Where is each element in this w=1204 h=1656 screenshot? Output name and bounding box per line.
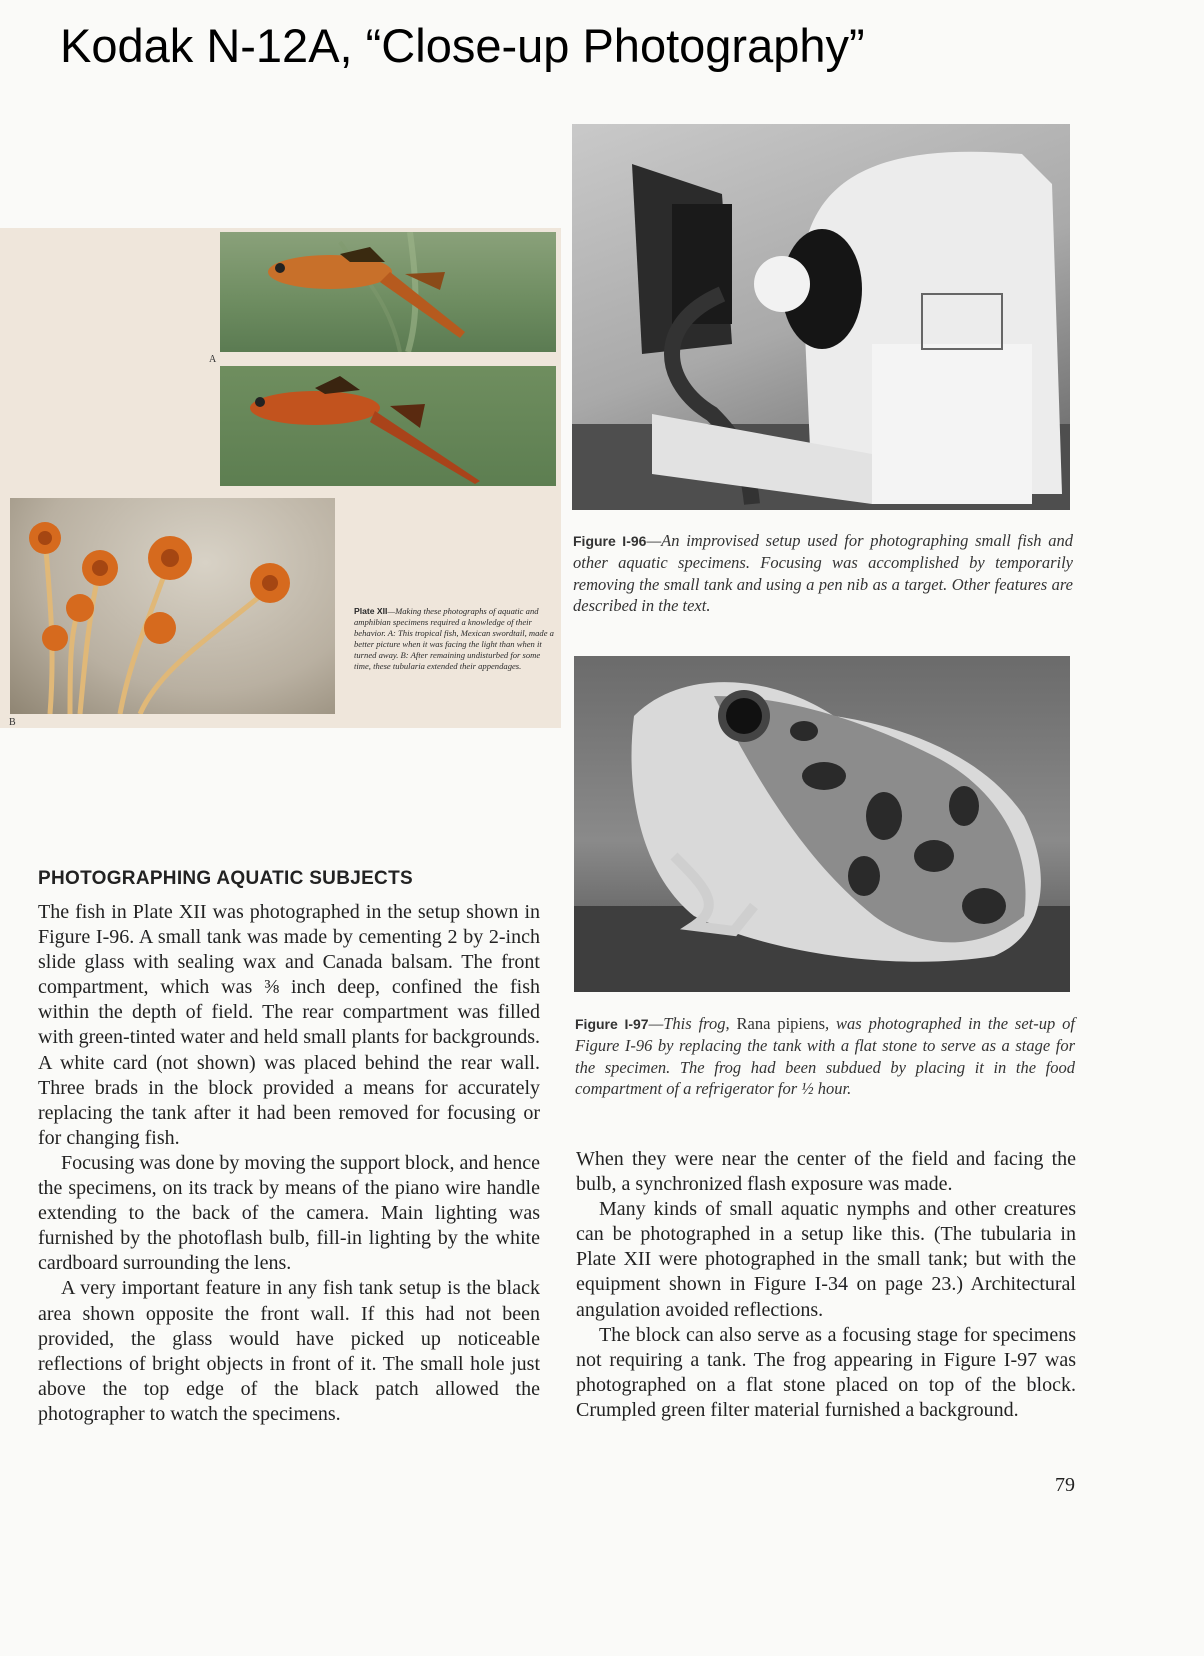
page-title: Kodak N-12A, “Close-up Photography” [60, 19, 865, 72]
tubularia-photo [10, 498, 335, 714]
plate-caption [354, 606, 558, 672]
body-paragraph: The fish in Plate XII was photographed in the setup shown in Figure I-96. A small tank was made by cementing 2 by 2-inch slide glass with sealing wax and Canada balsam. The front compartment, which was ⅜ inch deep, confined the fish within the depth of field. The rear compartment was filled with green-tinted water and held small plants for backgrounds. A white card (not shown) was placed behind the rear wall. Three brads in the block provided a means for accurately replacing the tank after it had been removed for focusing or for changing fish. [38, 901, 540, 1149]
figure-i97-label: Figure I-97 [575, 1016, 649, 1032]
body-paragraph: A very important feature in any fish tank setup is the black area shown opposite the front wall. If this had not been provided, the glass would have picked up noticeable reflections of bright objects in front of it. The small hole just above the top edge of the black patch allowed the photographer to watch the specimens. [38, 1277, 540, 1425]
figure-i96-caption-text: —An improvised setup used for photographing small fish and other aquatic specimens. Focusing was accomplished by temporarily removing the small tank and using a pen nib as a target. Other features are described in the text. [573, 531, 1073, 615]
swordtail-photo-a [220, 232, 556, 352]
body-paragraph: Many kinds of small aquatic nymphs and other creatures can be photographed in a setup like this. (The tubularia in Plate XII were photographed in the small tank; but with the equipment shown in Figure I-34 on page 23.) Architectural angulation avoided reflections. [576, 1198, 1076, 1321]
figure-i97-caption [575, 1013, 1075, 1099]
figure-i96-label: Figure I-96 [573, 533, 647, 549]
plate-label-b: B [9, 717, 16, 728]
color-plate [0, 228, 561, 728]
right-column-text [576, 1147, 1076, 1423]
plate-caption-text: —Making these photographs of aquatic and amphibian specimens required a knowledge of their behavior. A: This tropical fish, Mexican swordtail, made a better picture when it was facing the light than when it turned away. B: After remaining undisturbed for some time, these tubularia extended their appendages. [354, 606, 554, 671]
figure-i97-caption-text-a: —This frog, [648, 1014, 737, 1033]
figure-i97-caption-text-b: , was photographed in the set-up of Figure I-96 by replacing the tank with a flat stone to serve as a stage for the specimen. The frog had been subdued by placing it in the food compartment of a refrigerator for ½ hour. [575, 1014, 1076, 1098]
plate-caption-label: Plate XII [354, 606, 388, 616]
body-paragraph: Focusing was done by moving the support block, and hence the specimens, on its track by means of the piano wire handle extending to the back of the camera. Main lighting was furnished by the photoflash bulb, fill-in lighting by the white cardboard surrounding the lens. [38, 1151, 540, 1275]
swordtail-photo-b [220, 366, 556, 486]
figure-i97-photo [574, 656, 1070, 992]
body-paragraph: When they were near the center of the field and facing the bulb, a synchronized flash exposure was made. [576, 1148, 1076, 1196]
figure-i96-photo [572, 124, 1070, 510]
page-number: 79 [1055, 1474, 1075, 1496]
plate-label-a: A [209, 354, 217, 365]
left-column-text [38, 900, 540, 1427]
figure-i97-species: Rana pipiens [736, 1014, 826, 1033]
body-paragraph: The block can also serve as a focusing stage for specimens not requiring a tank. The frog appearing in Figure I-97 was photographed on a flat stone placed on top of the block. Crumpled green filter material furnished a background. [576, 1323, 1076, 1421]
section-heading: PHOTOGRAPHING AQUATIC SUBJECTS [38, 868, 413, 889]
figure-i96-caption [573, 530, 1073, 616]
